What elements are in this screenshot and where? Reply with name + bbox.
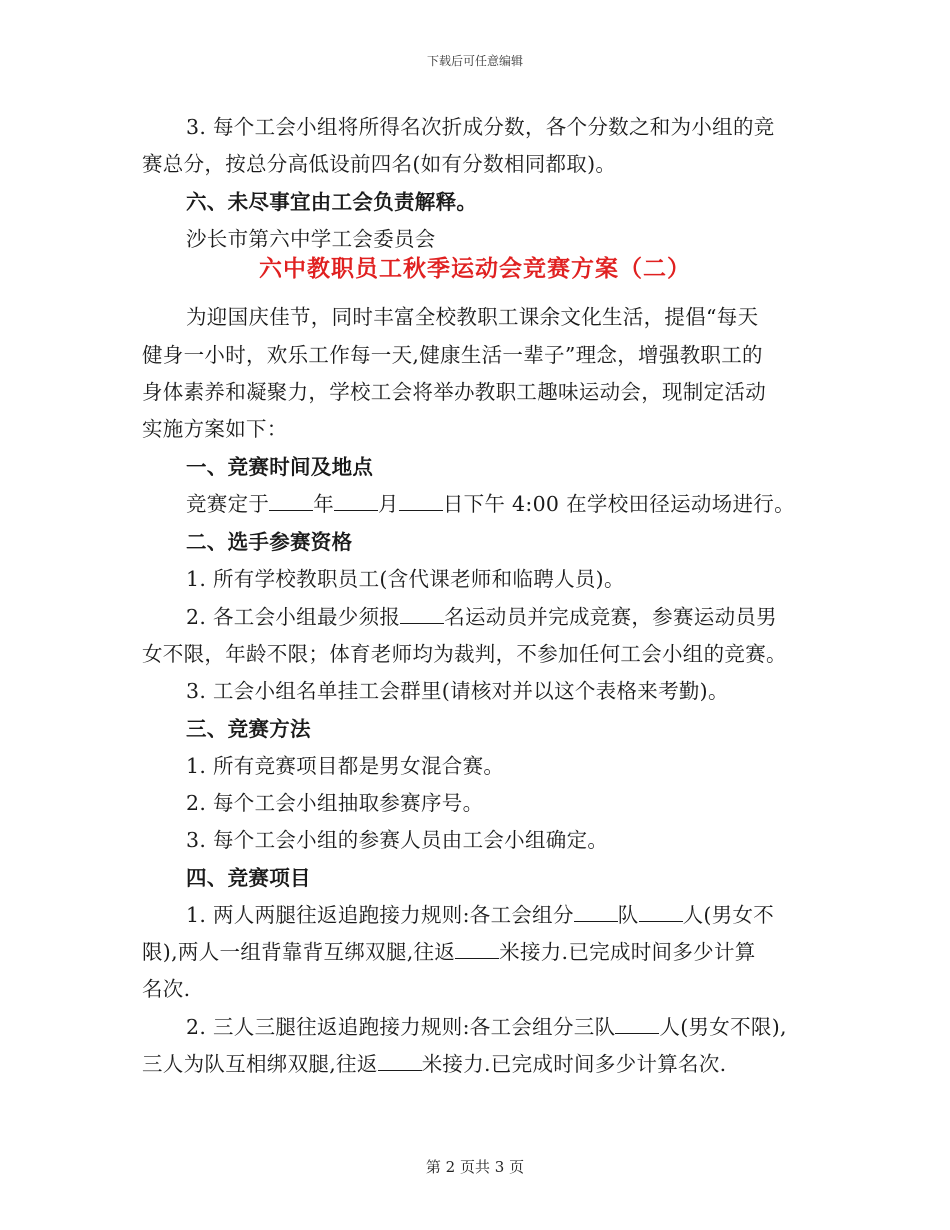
intro-line-3: 身体素养和凝聚力，学校工会将举办教职工趣味运动会，现制定活动 [142,380,766,404]
section-4-item-1 [186,901,774,929]
blank-line [574,901,618,922]
text-fragment: 人(男女不 [682,903,775,927]
blank-line [400,603,444,624]
page-header: 下载后可任意编辑 [426,54,523,68]
section-4-item-2-cont [142,1050,726,1078]
signature: 沙长市第六中学工会委员会 [186,227,436,251]
text-fragment: 三人为队互相绑双腿,往返 [142,1052,378,1076]
section-2-heading: 二、选手参赛资格 [186,530,353,554]
section-4-item-1-end: 名次. [142,977,191,1001]
text-fragment: 名运动员并完成竞赛，参赛运动员男 [444,605,777,629]
page-footer: 第 2 页共 3 页 [425,1158,525,1176]
text-fragment: 1. 两人两腿往返追跑接力规则:各工会组分 [186,903,574,927]
section-3-item-1: 1. 所有竞赛项目都是男女混合赛。 [186,754,505,778]
document-title: 六中教职员工秋季运动会竞赛方案（二） [259,255,691,282]
text-fragment: 米接力.已完成时间多少计算名次. [421,1052,727,1076]
section-6-heading: 六、未尽事宜由工会负责解释。 [186,190,478,214]
text-fragment: 2. 各工会小组最少须报 [186,605,401,629]
text-fragment: 竞赛定于 [186,492,270,516]
section-2-item-3: 3. 工会小组名单挂工会群里(请核对并以这个表格来考勤)。 [186,679,729,703]
text-fragment: 2. 三人三腿往返追跑接力规则:各工会组分三队 [186,1015,616,1039]
blank-line [269,490,313,511]
section-2-item-2-cont: 女不限，年龄不限；体育老师均为裁判，不参加任何工会小组的竞赛。 [142,642,787,666]
text-fragment: 人(男女不限), [659,1015,787,1039]
intro-line-4: 实施方案如下： [142,417,288,441]
text-fragment: 月 [378,492,399,516]
section-4-item-2 [186,1013,787,1041]
text-fragment: 限),两人一组背靠背互绑双腿,往返 [142,940,456,964]
text-fragment: 队 [617,903,639,927]
section-3-item-2: 2. 每个工会小组抽取参赛序号。 [186,791,484,815]
section-1-heading: 一、竞赛时间及地点 [186,455,374,479]
text-fragment: 日下午 4:00 在学校田径运动场进行。 [442,492,795,516]
prev-item-3-line-1: 3. 每个工会小组将所得名次折成分数，各个分数之和为小组的竞 [186,115,775,139]
blank-line [378,1050,422,1071]
blank-line [639,901,683,922]
blank-line [615,1013,659,1034]
prev-item-3-line-2: 赛总分，按总分高低设前四名(如有分数相同都取)。 [142,152,617,176]
blank-line [334,490,378,511]
text-fragment: 米接力.已完成时间多少计算 [499,940,756,964]
intro-line-1: 为迎国庆佳节，同时丰富全校教职工课余文化生活，提倡“每天 [186,305,759,329]
section-4-heading: 四、竞赛项目 [186,866,311,890]
intro-line-2: 健身一小时，欢乐工作每一天,健康生活一辈子”理念，增强教职工的 [142,343,763,367]
blank-line [455,938,499,959]
section-3-heading: 三、竞赛方法 [186,717,311,741]
section-2-item-2 [186,603,777,631]
section-1-paragraph [186,490,795,518]
section-2-item-1: 1. 所有学校教职员工(含代课老师和临聘人员)。 [186,567,625,591]
text-fragment: 年 [313,492,335,516]
section-4-item-1-cont [142,938,756,966]
blank-line [399,490,443,511]
section-3-item-3: 3. 每个工会小组的参赛人员由工会小组确定。 [186,828,609,852]
